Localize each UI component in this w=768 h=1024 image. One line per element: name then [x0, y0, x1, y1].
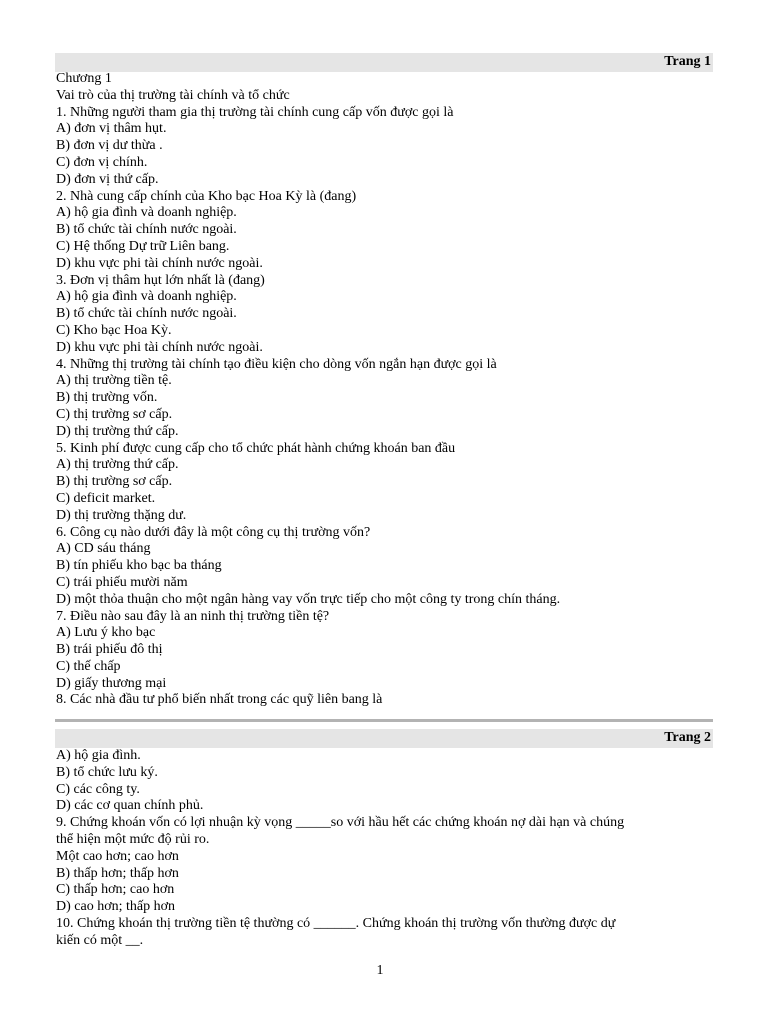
text-line: D) giấy thương mại — [56, 675, 167, 691]
text-line: B) thấp hơn; thấp hơn — [56, 865, 179, 881]
text-line: D) đơn vị thứ cấp. — [56, 171, 159, 187]
text-line: C) đơn vị chính. — [56, 154, 148, 170]
text-line: C) thị trường sơ cấp. — [56, 406, 173, 422]
page-2-label: Trang 2 — [664, 730, 711, 745]
text-line: A) thị trường thứ cấp. — [56, 457, 179, 473]
text-line: 3. Đơn vị thâm hụt lớn nhất là (đang) — [56, 272, 265, 288]
text-line: B) thị trường sơ cấp. — [56, 474, 173, 490]
page-1-label: Trang 1 — [664, 54, 711, 69]
text-line: A) hộ gia đình và doanh nghiệp. — [56, 205, 237, 221]
page-2-header-bar — [55, 729, 713, 748]
text-line: 7. Điều nào sau đây là an ninh thị trường tiền tệ? — [56, 608, 330, 624]
text-line: A) thị trường tiền tệ. — [56, 373, 172, 389]
text-line: A) hộ gia đình. — [56, 748, 141, 763]
text-line: 4. Những thị trường tài chính tạo điều kiện cho dòng vốn ngắn hạn được gọi là — [56, 356, 497, 372]
text-line: 5. Kinh phí được cung cấp cho tổ chức phát hành chứng khoán ban đầu — [56, 440, 456, 456]
text-line: A) hộ gia đình và doanh nghiệp. — [56, 289, 237, 305]
text-line: kiến có một __. — [56, 932, 144, 948]
text-line: A) đơn vị thâm hụt. — [56, 121, 167, 137]
text-line: D) các cơ quan chính phủ. — [56, 798, 204, 814]
text-line: Chương 1 — [56, 71, 112, 86]
text-line: D) một thỏa thuận cho một ngân hàng vay vốn trực tiếp cho một công ty trong chín tháng. — [56, 591, 561, 607]
text-line: B) đơn vị dư thừa . — [56, 138, 163, 154]
text-line: Một cao hơn; cao hơn — [56, 848, 179, 864]
text-line: 1. Những người tham gia thị trường tài chính cung cấp vốn được gọi là — [56, 104, 454, 120]
text-line: D) thị trường thứ cấp. — [56, 423, 179, 439]
text-line: Vai trò của thị trường tài chính và tổ chức — [56, 87, 290, 103]
text-line: B) tín phiếu kho bạc ba tháng — [56, 558, 222, 574]
text-line: C) các công ty. — [56, 781, 140, 797]
text-line: C) trái phiếu mười năm — [56, 574, 188, 590]
text-line: B) tổ chức tài chính nước ngoài. — [56, 306, 237, 322]
text-line: 6. Công cụ nào dưới đây là một công cụ thị trường vốn? — [56, 524, 371, 540]
page-1-header-bar — [55, 53, 713, 72]
text-line: 8. Các nhà đầu tư phổ biến nhất trong các quỹ liên bang là — [56, 692, 383, 708]
text-line: C) Kho bạc Hoa Kỳ. — [56, 322, 172, 338]
text-line: B) tổ chức lưu ký. — [56, 764, 158, 780]
text-line: A) Lưu ý kho bạc — [56, 625, 156, 641]
text-line: A) CD sáu tháng — [56, 541, 151, 557]
text-line: C) thấp hơn; cao hơn — [56, 882, 175, 898]
text-line: B) trái phiếu đô thị — [56, 642, 163, 658]
text-line: 9. Chứng khoán vốn có lợi nhuận kỳ vọng _____so với hầu hết các chứng khoán nợ dài hạn và chúng — [56, 815, 625, 831]
page-divider — [55, 719, 713, 722]
text-line: D) cao hơn; thấp hơn — [56, 899, 175, 915]
text-line: B) thị trường vốn. — [56, 390, 158, 406]
text-line: D) thị trường thặng dư. — [56, 507, 187, 523]
text-line: 10. Chứng khoán thị trường tiền tệ thường có ______. Chứng khoán thị trường vốn thường được dự — [56, 915, 616, 931]
text-line: B) tổ chức tài chính nước ngoài. — [56, 222, 237, 238]
text-line: thể hiện một mức độ rủi ro. — [56, 831, 210, 847]
text-line: D) khu vực phi tài chính nước ngoài. — [56, 339, 263, 355]
text-line: 2. Nhà cung cấp chính của Kho bạc Hoa Kỳ là (đang) — [56, 188, 357, 204]
page-2-text — [56, 748, 716, 950]
page-number: 1 — [376, 963, 384, 978]
text-line: C) thế chấp — [56, 658, 121, 674]
text-line: C) deficit market. — [56, 490, 156, 506]
page-1-text — [56, 71, 716, 709]
text-line: C) Hệ thống Dự trữ Liên bang. — [56, 238, 230, 254]
text-line: D) khu vực phi tài chính nước ngoài. — [56, 255, 263, 271]
